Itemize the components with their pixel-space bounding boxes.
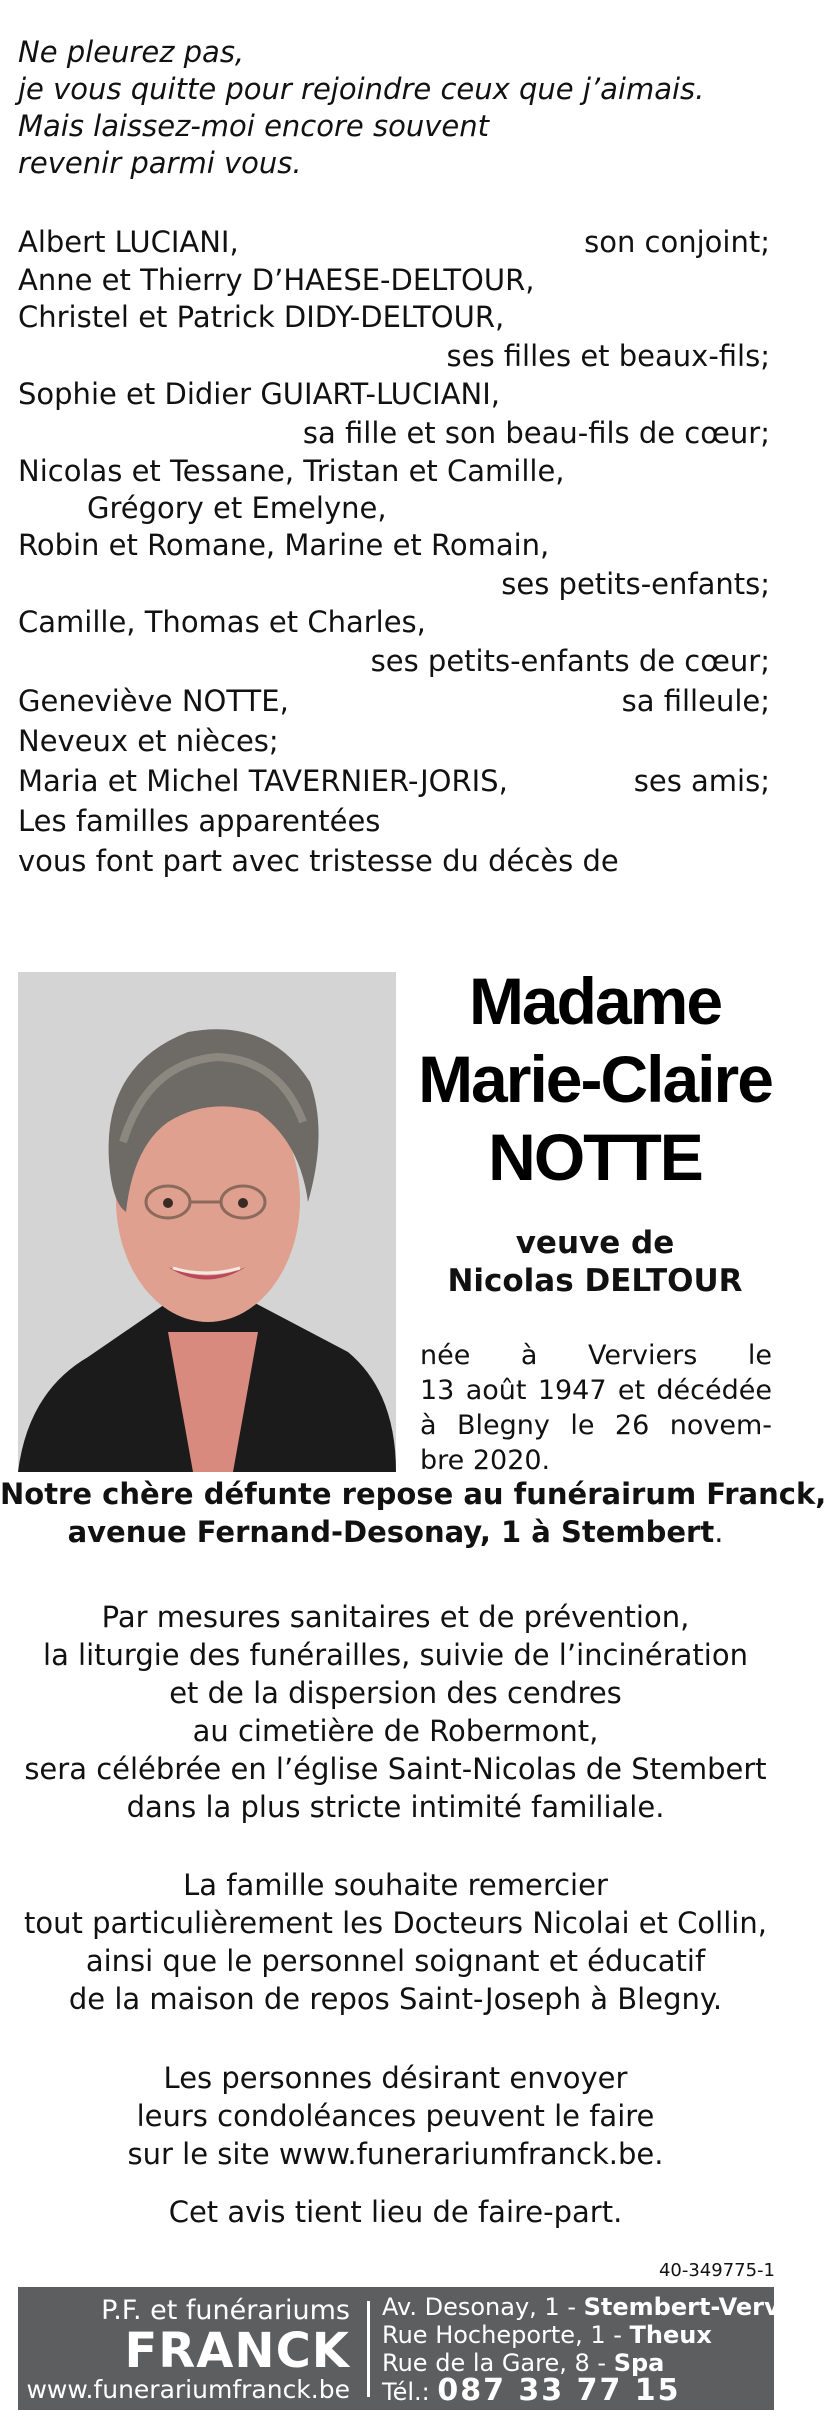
word: décédée	[656, 1375, 772, 1406]
family-row	[18, 801, 770, 841]
footer-divider	[367, 2301, 370, 2397]
family-name: Les familles apparentées	[18, 804, 381, 838]
word: août	[465, 1375, 527, 1406]
address-town: Stembert-Verviers	[583, 2293, 830, 2321]
address-street: Rue de la Gare, 8 -	[382, 2349, 614, 2377]
phone-number: 087 33 77 15	[437, 2373, 681, 2408]
announcement-text: vous font part avec tristesse du décès de	[18, 844, 619, 878]
family-role: ses filles et beaux-fils;	[446, 339, 770, 373]
footer-brand: FRANCK	[124, 2323, 350, 2379]
widow-of	[410, 1224, 780, 1300]
family-name: Grégory et Emelyne,	[87, 491, 387, 525]
address-street: Rue Hocheporte, 1 -	[382, 2321, 630, 2349]
word: à	[520, 1340, 538, 1371]
footer-subtitle: P.F. et funérariums	[101, 2295, 350, 2326]
condolences-line: Les personnes désirant envoyer	[163, 2061, 628, 2095]
word: et	[617, 1375, 646, 1406]
family-name: Maria et Michel TAVERNIER-JORIS,	[18, 764, 508, 798]
family-name: Albert LUCIANI,	[18, 225, 239, 259]
footer-website: www.funerariumfranck.be	[26, 2375, 350, 2404]
word: Verviers	[587, 1340, 698, 1371]
family-name: Geneviève NOTTE,	[18, 684, 289, 718]
family-role: sa fille et son beau-fils de cœur;	[302, 416, 770, 450]
family-row	[18, 721, 770, 761]
poem-line: Ne pleurez pas,	[18, 35, 245, 69]
thanks-line: tout particulièrement les Docteurs Nicolai et Collin,	[24, 1906, 767, 1940]
rest-period: .	[714, 1515, 724, 1549]
birth-line	[420, 1408, 772, 1443]
address-town: Spa	[613, 2349, 665, 2377]
deceased-name	[410, 962, 780, 1196]
footer-phone	[382, 2373, 830, 2408]
family-name: Anne et Thierry D’HAESE-DELTOUR,	[18, 263, 535, 297]
family-name: Christel et Patrick DIDY-DELTOUR,	[18, 300, 505, 334]
ceremony-line: Par mesures sanitaires et de prévention,	[101, 1600, 690, 1634]
condolences-info	[0, 2059, 791, 2173]
word: le	[747, 1340, 772, 1371]
rest-address: avenue Fernand-Desonay, 1 à Stembert	[67, 1515, 715, 1549]
family-row	[18, 841, 770, 881]
widow-of-label: veuve de	[515, 1225, 675, 1261]
thanks-line: de la maison de repos Saint-Joseph à Blegny.	[68, 1982, 723, 2016]
deceased-title: Madame	[468, 964, 722, 1038]
closing-line: Cet avis tient lieu de faire-part.	[168, 2195, 623, 2229]
thanks-info	[0, 1866, 791, 2018]
family-role: ses petits-enfants;	[501, 567, 770, 601]
address-street: Av. Desonay, 1 -	[382, 2293, 584, 2321]
ceremony-info	[0, 1598, 791, 1826]
phone-label: Tél.:	[382, 2378, 438, 2406]
word: à	[420, 1410, 437, 1441]
husband-name: Nicolas DELTOUR	[447, 1263, 743, 1299]
address-town: Theux	[629, 2321, 712, 2349]
family-row	[18, 453, 770, 490]
rest-info	[0, 1475, 827, 1551]
family-row	[18, 604, 770, 641]
family-row	[18, 490, 770, 527]
family-name: Sophie et Didier GUIART-LUCIANI,	[18, 377, 501, 411]
rest-line: Notre chère défunte repose au funérairum Franck,	[0, 1477, 827, 1511]
deceased-first-name: Marie-Claire	[418, 1042, 772, 1116]
family-role: ses amis;	[633, 764, 770, 798]
ceremony-line: et de la dispersion des cendres	[169, 1676, 622, 1710]
family-row	[18, 376, 770, 413]
family-row	[18, 681, 770, 721]
footer-address	[382, 2293, 830, 2321]
word: le	[570, 1410, 595, 1441]
ceremony-line: sera célébrée en l’église Saint-Nicolas de Stembert	[24, 1752, 767, 1786]
reference-number: 40-349775-1	[658, 2260, 775, 2281]
ceremony-line: dans la plus stricte intimité familiale.	[126, 1790, 665, 1824]
thanks-line: La famille souhaite remercier	[183, 1868, 608, 1902]
family-row	[18, 299, 770, 336]
family-row	[18, 413, 770, 453]
thanks-line: ainsi que le personnel soignant et éducatif	[85, 1944, 706, 1978]
birth-death-text	[420, 1338, 772, 1478]
word: 13	[420, 1375, 455, 1406]
condolences-line: sur le site www.funerariumfranck.be.	[127, 2137, 664, 2171]
birth-line: bre 2020.	[420, 1445, 551, 1476]
family-row	[18, 222, 770, 262]
ceremony-line: la liturgie des funérailles, suivie de l’incinération	[43, 1638, 748, 1672]
family-row	[18, 527, 770, 564]
poem-line: Mais laissez-moi encore souvent	[18, 109, 489, 143]
family-name: Robin et Romane, Marine et Romain,	[18, 528, 550, 562]
birth-line	[420, 1373, 772, 1408]
birth-line	[420, 1338, 772, 1373]
poem	[18, 34, 704, 182]
portrait-illustration	[18, 972, 396, 1472]
family-row	[18, 641, 770, 681]
family-list	[18, 222, 770, 881]
funeral-home-footer	[18, 2287, 830, 2410]
word: née	[420, 1340, 471, 1371]
ceremony-line: au cimetière de Robermont,	[192, 1714, 599, 1748]
family-role: ses petits-enfants de cœur;	[370, 644, 770, 678]
word: 1947	[537, 1375, 607, 1406]
word: Blegny	[457, 1410, 550, 1441]
family-row	[18, 262, 770, 299]
footer-address	[382, 2321, 830, 2349]
poem-line: revenir parmi vous.	[18, 146, 302, 180]
condolences-line: leurs condoléances peuvent le faire	[136, 2099, 655, 2133]
word: 26	[614, 1410, 650, 1441]
word: novem-	[669, 1410, 772, 1441]
poem-line: je vous quitte pour rejoindre ceux que j’aimais.	[18, 72, 705, 106]
footer-addresses	[382, 2293, 830, 2406]
family-name: Neveux et nièces;	[18, 724, 279, 758]
family-name: Nicolas et Tessane, Tristan et Camille,	[18, 454, 565, 488]
family-role: sa filleule;	[621, 684, 770, 718]
family-role: son conjoint;	[584, 225, 770, 259]
family-row	[18, 761, 770, 801]
footer-brand-block	[18, 2287, 368, 2410]
portrait-photo	[18, 972, 396, 1472]
family-row	[18, 336, 770, 376]
rest-line-2	[0, 1513, 791, 1551]
family-name: Camille, Thomas et Charles,	[18, 605, 426, 639]
family-row	[18, 564, 770, 604]
deceased-last-name: NOTTE	[488, 1120, 702, 1194]
